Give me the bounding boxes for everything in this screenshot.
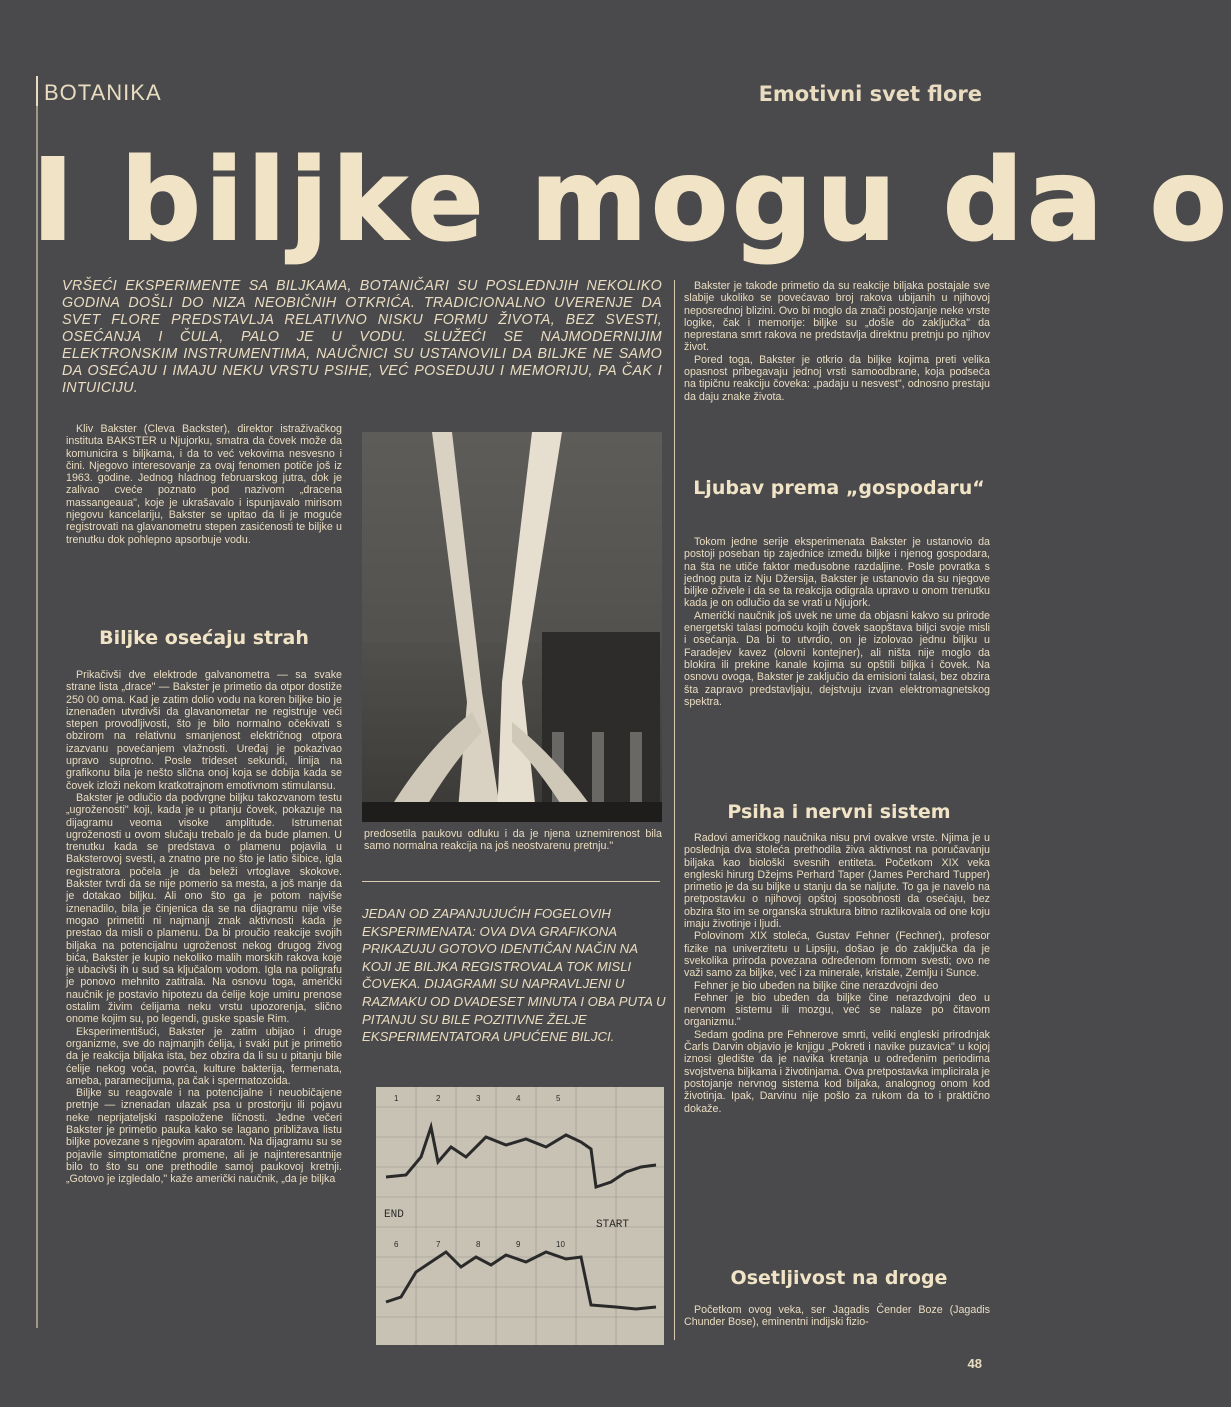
chart-marker: 6 (394, 1240, 399, 1249)
column-3-intro (684, 280, 990, 403)
chart-marker: 2 (436, 1094, 441, 1103)
column-3-love (684, 536, 990, 708)
paragraph: Eksperimentišući, Bakster je zatim ubijao i druge organizme, sve do najmanjih ćelija, i svaki put je primetio da je reakcija biljaka ista, bez obzira da li su u pitanju bile ćelije nekog voća, povrća, kulture bakterija, fermenata, ameba, paramecijuma, pa čak i spermatozoida. (66, 1025, 342, 1087)
chart-end-label: END (384, 1209, 404, 1221)
column-3-psyche (684, 832, 990, 1115)
chart-marker: 3 (476, 1094, 481, 1103)
paragraph: Bakster je odlučio da podvrgne biljku takozvanom testu „ugroženosti" koji, kada je u pitanju čovek, pokazuje na dijagramu veoma visoke amplitude. Istrumenat ugroženosti u ovom slučaju trebalo je da bude plamen. U trenutku kada se predstava o plamenu pojavila u Baksterovoj svesti, a znatno pre no što je latio šibice, igla registratora počela je da beleži vrtoglave skokove. Bakster tvrdi da se nije pomerio sa mesta, a još manje da je dotakao biljku. Ali ono što ga je potom najviše iznenadilo, bila je činjenica da se na dijagramu nije više mogao primetiti ni najmanji znak aktivnosti kada je prestao da misli o plamenu. Da bi proučio reakcije svojih biljaka na potencijalnu ugroženost nekog drugog živog bića, Bakster je kupio nekoliko malih morskih rakova koje je ubacivši ih u sud sa ključalom vodom. Igla na poligrafu je ponovo mehnito zatitrala. Na osnovu toga, američki naučnik je postavio hipotezu da ćelije koje umiru prenose ostalim živim ćelijama neku vrstu upozorenja, slično onome kojim su, po legendi, guske spasle Rim. (66, 791, 342, 1026)
paragraph: Tokom jedne serije eksperimenata Bakster je ustanovio da postoji poseban tip zajednice između biljke i njenog gospodara, na šta ne utiče faktor međusobne razdaljine. Posle povratka s jednog puta iz Nju Džersija, Bakster je ustanovio da su njegove biljke oživele i da se ta reakcija odigrala upravo u onom trenutku kada je on odlučio da se vrati u Njujork. (684, 536, 990, 610)
galvanometer-chart (376, 1087, 664, 1345)
divider (362, 881, 660, 882)
chart-start-label: START (596, 1219, 630, 1231)
chart-marker: 10 (556, 1240, 565, 1249)
kicker: Emotivni svet flore (758, 82, 982, 106)
section-label: BOTANIKA (44, 80, 162, 105)
section-rule (36, 76, 38, 106)
paragraph: Prikačivši dve elektrode galvanometra — sa svake strane lista „drace" — Bakster je primetio da otpor dostiže 250 00 oma. Kad je zatim dolio vodu na koren biljke bio je iznenađen utvrdivši da glavanometar ne registruje veći stepen provodljivosti, što je bilo normalno očekivati s obzirom na relativnu smanjenost električnog otpora izazvanu povećanjem vlažnosti. Uređaj je pokazivao upravo suprotno. Posle trideset sekundi, linija na grafikonu bila je nešto slična onoj koja se dobija kada se čovek izloži nekom kratkotrajnom emotivnom stimulansu. (66, 669, 342, 792)
paragraph: Fehner je bio ubeđen na biljke čine nerazdvojni deo (694, 979, 939, 992)
headline: I biljke mogu da o (32, 136, 1231, 266)
subheading-psyche: Psiha i nervni sistem (727, 801, 951, 823)
paragraph: Radovi američkog naučnika nisu prvi ovakve vrste. Njima je u poslednja dva stoleća prethodila živa aktivnost na poručavanju biljaka kao biološki svesnih entiteta. Početkom XIX veka engleski hirurg Džejms Perhard Taper (James Perchard Tupper) primetio je da su biljke u stanju da se naljute. To ga je navelo na pretpostavku o njihovoj opštoj sposobnosti da osećaju, bez obzira što im se organska struktura bitno razlikovala od one koju imaju životinje i ljudi. (684, 832, 990, 931)
column-3-drugs (684, 1304, 990, 1329)
tree-temple-image (362, 432, 662, 822)
photo-caption: predosetila paukovu odluku i da je njena uznemirenost bila samo normalna reakcija na još neostvarenu pretnju." (364, 828, 662, 853)
paragraph: Američki naučnik još uvek ne ume da objasni kakvo su prirode energetski talasi pomoću kojih čovek saopštava biljci svoje misli i osećanja. Da bi to utvrdio, on je izolovao jednu biljku u Faradejev kavez (olovni kontejner), ali ništa nije moglo da blokira ili prekine kanale kojima su opštili biljka i čovek. Na osnovu ovoga, Bakster je zaključio da emisioni talasi, bez obzira šta zapravo predstavljaju, dejstvuju izvan elektromagnetskog spektra. (684, 609, 990, 708)
paragraph: Pored toga, Bakster je otkrio da biljke kojima preti velika opasnost pribegavaju jednoj vrsti samoodbrane, koja podseća na tipičnu reakciju čoveka: „padaju u nesvest", odnosno prestaju da daju znake života. (684, 353, 990, 403)
left-margin-rule (36, 106, 38, 1328)
column-1-body (66, 669, 342, 1185)
paragraph: Bakster je takođe primetio da su reakcije biljaka postajale sve slabije ukoliko se povećavao broj rakova ubijanih u njihovoj neposrednoj blizini. Ovo bi moglo da znači postojanje neke vrste logike, čak i memorije: biljke su „došle do zaključka" da neprestana smrt rakova ne predstavlja direktnu pretnju po njihov život. (684, 280, 990, 354)
page-number: 48 (967, 1356, 982, 1371)
subheading-fear: Biljke osećaju strah (99, 627, 309, 649)
lead-paragraph: VRŠEĆI EKSPERIMENTE SA BILJKAMA, BOTANIČARI SU POSLEDNJIH NEKOLIKO GODINA DOŠLI DO NIZA NEOBIČNIH OTKRIĆA. TRADICIONALNO UVERENJE DA SVET FLORE PREDSTAVLJA RELATIVNO NISKU FORMU ŽIVOTA, BEZ SVESTI, OSEĆANJA I ČULA, PALO JE U VODU. SLUŽEĆI SE NAJMODERNIJIM ELEKTRONSKIM INSTRUMENTIMA, NAUČNICI SU USTANOVILI DA BILJKE NE SAMO DA OSEĆAJU I IMAJU NEKU VRSTU PSIHE, VEĆ POSEDUJU I MEMORIJU, PA ČAK I INTUICIJU. (62, 278, 662, 396)
chart-caption: JEDAN OD ZAPANJUJUĆIH FOGELOVIH EKSPERIMENATA: OVA DVA GRAFIKONA PRIKAZUJU GOTOVO IDENTIČAN NAČIN NA KOJI JE BILJKA REGISTROVALA TOK MISLI ČOVEKA. DIJAGRAMI SU NAPRAVLJENI U RAZMAKU OD DVADESET MINUTA I OBA PUTA U PITANJU SU BILE POZITIVNE ŽELJE EKSPERIMENTATORA UPUĆENE BILJCI. (362, 906, 666, 1045)
chart-image (376, 1087, 664, 1345)
paragraph: Biljke su reagovale i na potencijalne i neuobičajene pretnje — iznenadan ulazak psa u prostoriju ili pojavu neke neprijateljski raspoložene ličnosti. Jedne večeri Bakster je primetio pauka kako se lagano približava listu biljke povezane s njegovim aparatom. Na dijagramu su se pojavile simptomatične promene, ali je najinteresantnije bilo to što su one prethodile samoj paukovoj kretnji. „Gotovo je izgledalo," kaže američki naučnik, „da je biljka (66, 1087, 342, 1186)
paragraph: Polovinom XIX stoleća, Gustav Fehner (Fechner), profesor fizike na univerzitetu u Lipsiju, došao je do zaključka da je svekolika priroda povezana određenom formom svesti; ovo ne važi samo za biljke, već i za minerale, kristale, Zemlju i Sunce. (684, 930, 990, 980)
paragraph: Početkom ovog veka, ser Jagadis Čender Boze (Jagadis Chunder Bose), eminentni indijski fizio- (684, 1304, 990, 1329)
paragraph: Fehner je bio ubeđen da biljke čine nerazdvojni deo u nervnom sistemu ili mozgu, već se nalaze po čitavom organizmu." (684, 991, 990, 1029)
subheading-drugs: Osetljivost na droge (730, 1267, 948, 1289)
chart-marker: 7 (436, 1240, 441, 1249)
chart-marker: 5 (556, 1094, 561, 1103)
chart-marker: 9 (516, 1240, 521, 1249)
column-rule (674, 280, 675, 1340)
column-1-intro (66, 423, 342, 546)
chart-marker: 8 (476, 1240, 481, 1249)
paragraph: Sedam godina pre Fehnerove smrti, veliki engleski prirodnjak Čarls Darvin objavio je knjigu „Pokreti i navike puzavica" u kojoj iznosi gledište da je navika kretanja u određenim periodima svojstvena biljkama i životinjama. Ova pretpostavka implicirala je postojanje nervnog sistema kod biljaka, analognog onom kod životinja. Ipak, Darvinu nije pošlo za rukom da to i praktično dokaže. (684, 1028, 990, 1115)
chart-marker: 1 (394, 1094, 399, 1103)
subheading-love: Ljubav prema „gospodaru“ (693, 477, 985, 499)
chart-marker: 4 (516, 1094, 521, 1103)
paragraph: Kliv Bakster (Cleva Backster), direktor istraživačkog instituta BAKSTER u Njujorku, smatra da čovek može da komunicira s biljkama, i da to već vekovima nesvesno i čini. Njegovo interesovanje za ovaj fenomen potiče još iz 1963. godine. Jednog hladnog februarskog jutra, dok je zalivao cveće poznato pod nazivom „dracena massangeaua", koje je ukrašavalo i ispunjavalo mirisom njegovu kancelariju, Bakster se upitao da li je moguće registrovati na glavanometru stepen zasićenosti te biljke u trenutku dok pohlepno apsorbuje vodu. (66, 423, 342, 546)
tree-photo (362, 432, 662, 822)
